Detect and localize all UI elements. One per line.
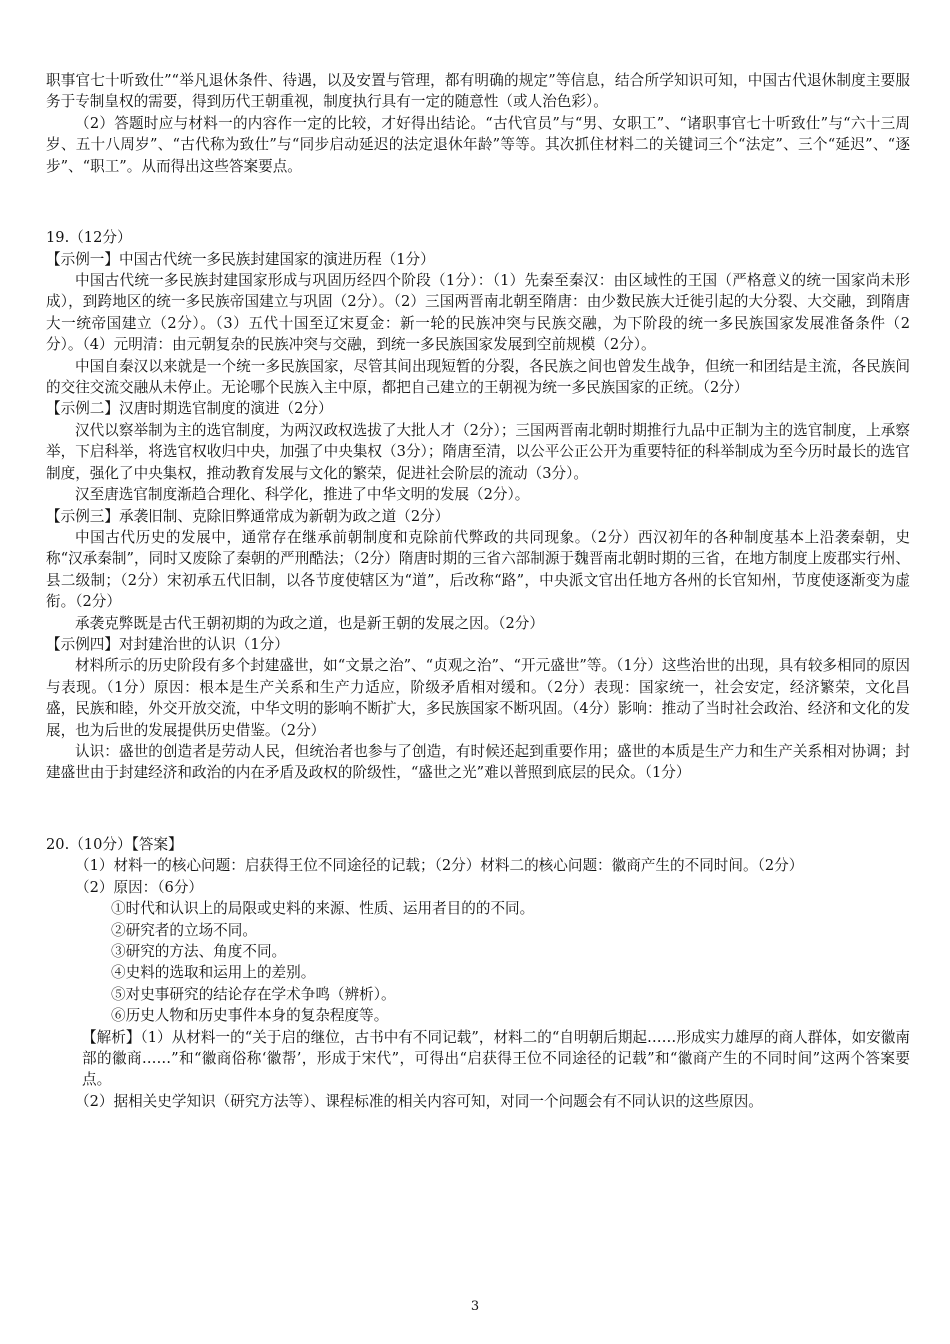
paragraph: 【示例二】汉唐时期选官制度的演进（2分） [46, 400, 333, 418]
paragraph: 承袭克弊既是古代王朝初期的为政之道，也是新王朝的发展之因。（2分） [75, 614, 544, 632]
paragraph: 19.（12分） [46, 229, 132, 247]
blank-line [46, 798, 910, 819]
paragraph: ①时代和认识上的局限或史料的来源、性质、运用者目的的不同。 [111, 900, 535, 918]
paragraph: ④史料的选取和运用上的差别。 [111, 964, 316, 982]
paragraph: ⑤对史事研究的结论存在学术争鸣（辨析）。 [111, 985, 396, 1003]
paragraph: 【解析】（1）从材料一的“关于启的继位，古书中有不同记载”，材料二的“自明朝后期起……形成实力雄厚的商人群体，如安徽南部的徽商……”和“徽商俗称‘徽帮’，形成于宋代”，可得出“启获得王位不同途径的记载”和“徽商产生的不同时间”这两个答案要点。 [82, 1028, 910, 1089]
paragraph: （1）材料一的核心问题：启获得王位不同途径的记载；（2分）材料二的核心问题：徽商产生的不同时间。（2分） [75, 857, 804, 875]
paragraph: ②研究者的立场不同。 [111, 921, 257, 939]
paragraph: （2）答题时应与材料一的内容作一定的比较，才好得出结论。“古代官员”与“男、女职工”、“诸职事官七十听致仕”与“六十三周岁、五十八周岁”、“古代称为致仕”与“同步启动延迟的法定退休年龄”等等。其次抓住材料二的关键词三个“法定”、三个“延迟”、“逐步”、“职工”。从而得出这些答案要点。 [46, 114, 910, 175]
paragraph: 中国古代历史的发展中，通常存在继承前朝制度和克除前代弊政的共同现象。（2分）西汉初年的各种制度基本上沿袭秦朝，史称“汉承秦制”，同时又废除了秦朝的严刑酷法；（2分）隋唐时期的三省六部制源于魏晋南北朝时期的三省，在地方制度上废郡实行州、县二级制；（2分）宋初承五代旧制，以各节度使辖区为“道”，后改称“路”，中央派文官出任地方各州的长官知州，节度使逐渐变为虚衔。（2分） [46, 528, 910, 611]
paragraph: （2）原因：（6分） [75, 878, 204, 896]
paragraph: ⑥历史人物和历史事件本身的复杂程度等。 [111, 1007, 389, 1025]
paragraph: 汉代以察举制为主的选官制度，为两汉政权选拔了大批人才（2分）；三国两晋南北朝时期推行九品中正制为主的选官制度，上承察举，下启科举，将选官权收归中央，加强了中央集权（3分）；隋唐至清，以公平公正公开为重要特征的科举制成为至今历时最长的选官制度，强化了中央集权，推动教育发展与文化的繁荣，促进社会阶层的流动（3分）。 [46, 421, 910, 482]
paragraph: 【示例三】承袭旧制、克除旧弊通常成为新朝为政之道（2分） [46, 507, 450, 525]
paragraph: 职事官七十听致仕”“举凡退休条件、待遇，以及安置与管理，都有明确的规定”等信息，结合所学知识可知，中国古代退休制度主要服务于专制皇权的需要，得到历代王朝重视，制度执行具有一定的随意性（或人治色彩）。 [46, 72, 910, 111]
paragraph: 汉至唐选官制度渐趋合理化、科学化，推进了中华文明的发展（2分）。 [75, 486, 530, 504]
paragraph: 认识：盛世的创造者是劳动人民，但统治者也参与了创造，有时候还起到重要作用；盛世的本质是生产力和生产关系相对协调；封建盛世由于封建经济和政治的内在矛盾及政权的阶级性，“盛世之光”难以普照到底层的民众。（1分） [46, 742, 910, 782]
page-number: 3 [470, 1299, 480, 1314]
paragraph: （2）据相关史学知识（研究方法等）、课程标准的相关内容可知，对同一个问题会有不同认识的这些原因。 [75, 1092, 763, 1110]
page-content [46, 70, 910, 1112]
blank-line [46, 192, 910, 213]
paragraph: ③研究的方法、角度不同。 [111, 943, 287, 960]
paragraph: 20.（10分）【答案】 [46, 835, 183, 853]
paragraph: 中国古代统一多民族封建国家形成与巩固历经四个阶段（1分）：（1）先秦至秦汉：由区域性的王国（严格意义的统一国家尚未形成），到跨地区的统一多民族帝国建立与巩固（2分）。（2）三国两晋南北朝至隋唐：由少数民族大迁徙引起的大分裂、大交融，到隋唐大一统帝国建立（2分）。（3）五代十国至辽宋夏金：新一轮的民族冲突与民族交融，为下阶段的统一多民族国家发展准备条件（2分）。（4）元明清：由元朝复杂的民族冲突与交融，到统一多民族国家发展到空前规模（2分）。 [46, 272, 910, 354]
paragraph: 中国自秦汉以来就是一个统一多民族国家，尽管其间出现短暂的分裂，各民族之间也曾发生战争，但统一和团结是主流，各民族间的交往交流交融从未停止。无论哪个民族入主中原，都把自己建立的王朝视为统一多民族国家的正统。（2分） [46, 357, 910, 397]
paragraph: 【示例一】中国古代统一多民族封建国家的演进历程（1分） [46, 250, 435, 268]
paragraph: 【示例四】对封建治世的认识（1分） [46, 635, 289, 653]
paragraph: 材料所示的历史阶段有多个封建盛世，如“文景之治”、“贞观之治”、“开元盛世”等。（1分）这些治世的出现，具有较多相同的原因与表现。（1分）原因：根本是生产关系和生产力适应，阶级矛盾相对缓和。（2分）表现：国家统一，社会安定，经济繁荣，文化昌盛，民族和睦，外交开放交流，中华文明的影响不断扩大，多民族国家不断巩固。（4分）影响：推动了当时社会政治、经济和文化的发展，也为后世的发展提供历史借鉴。（2分） [46, 657, 910, 739]
